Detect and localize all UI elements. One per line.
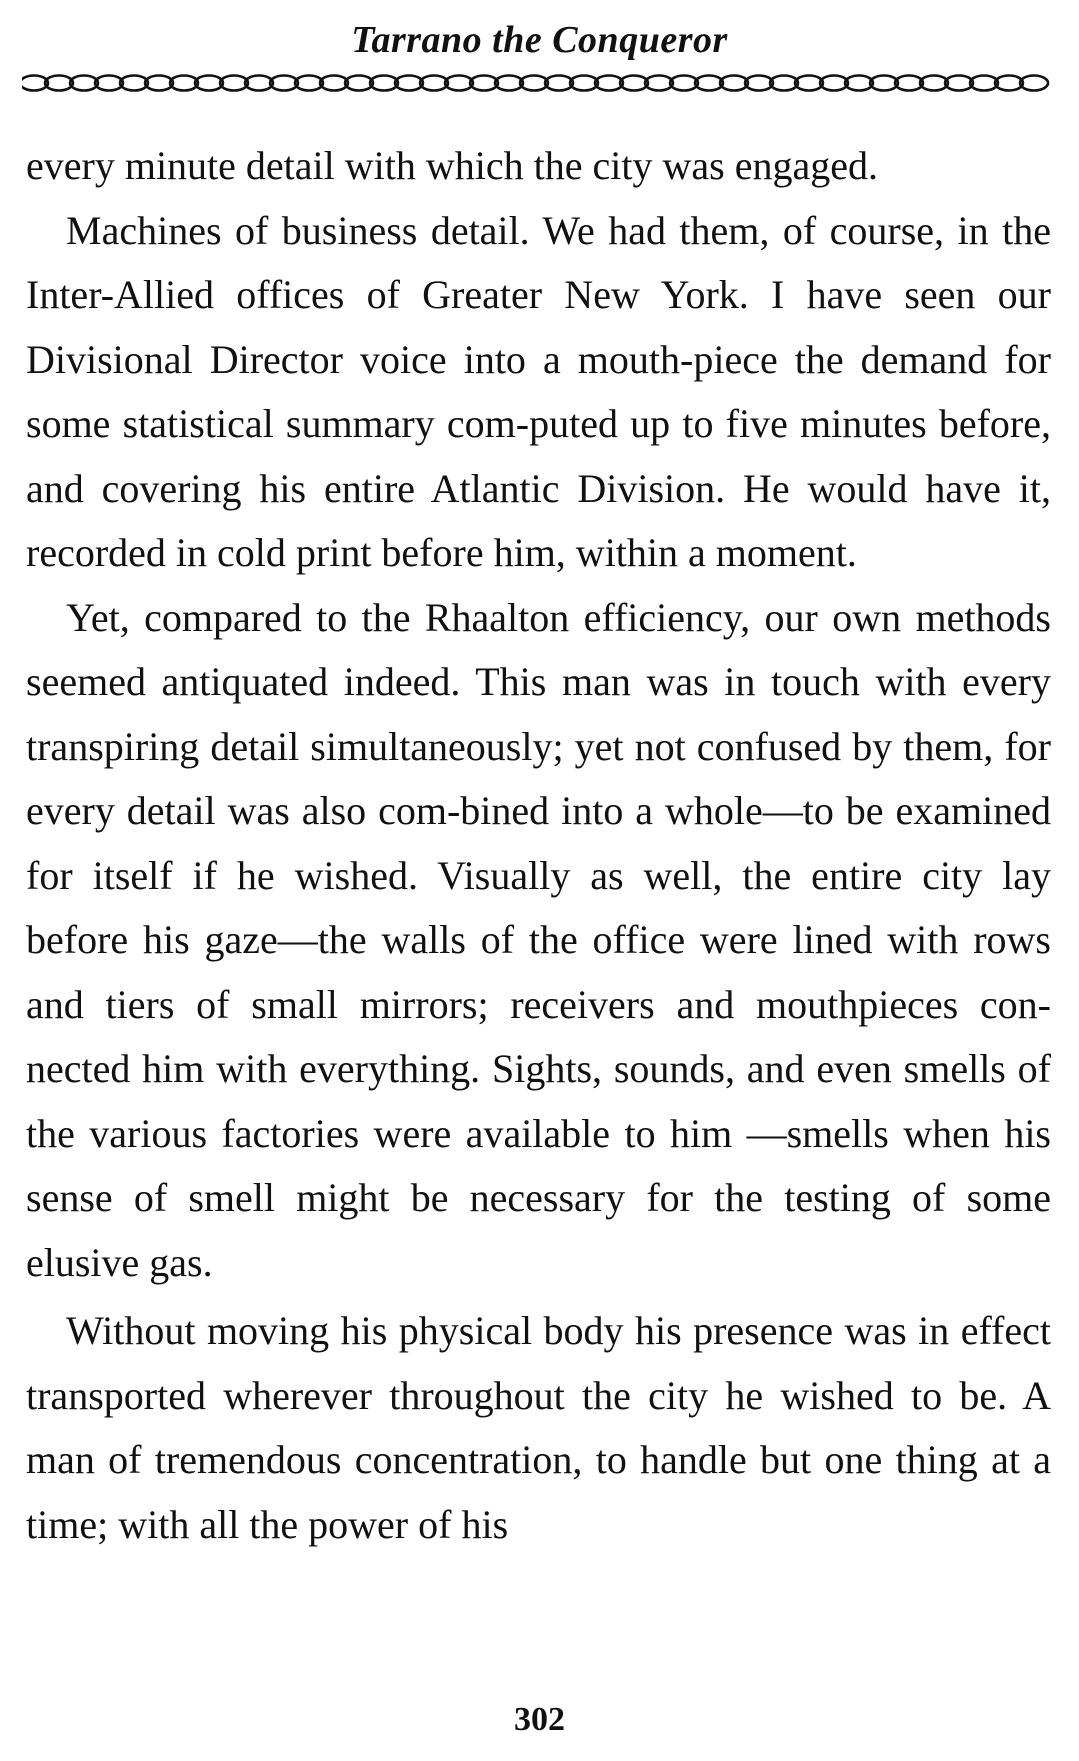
page-number: 302 [514,1701,565,1738]
paragraph-business-machines: Machines of business detail. We had them, of course, in the Inter-Allied offices of Greater New York. I have seen our Divisional Director voice into a mouth-piece the demand for some statistical summary com-puted up to five minutes before, and covering his entire Atlantic Division. He would have it, recorded in cold print before him, within a moment. [26,207,1051,575]
running-head-title: Tarrano the Conqueror [351,19,728,61]
paragraph-continued: every minute detail with which the city was engaged. [26,143,878,188]
paragraph-presence-transported: Without moving his physical body his presence was in effect transported wherever throughout the city he wished to be. A man of tremendous concentration, to handle but one thing at a time; with all the power of his [26,1308,1051,1547]
paragraph-rhaalton-efficiency: Yet, compared to the Rhaalton efficiency, our own methods seemed antiquated indeed. This man was in touch with every transpiring detail simultaneously; yet not confused by them, for every detail was also com-bined into a whole—to be examined for itself if he wished. Visually as well, the entire city lay before his gaze—the walls of the office were lined with rows and tiers of small mirrors; receivers and mouthpieces con-nected him with everything. Sights, sounds, and even smells of the various factories were available to him —smells when his sense of smell might be necessary for the testing of some elusive gas. [26,594,1051,1285]
body-text [26,134,1051,1557]
decorative-chain-rule [22,72,1062,94]
